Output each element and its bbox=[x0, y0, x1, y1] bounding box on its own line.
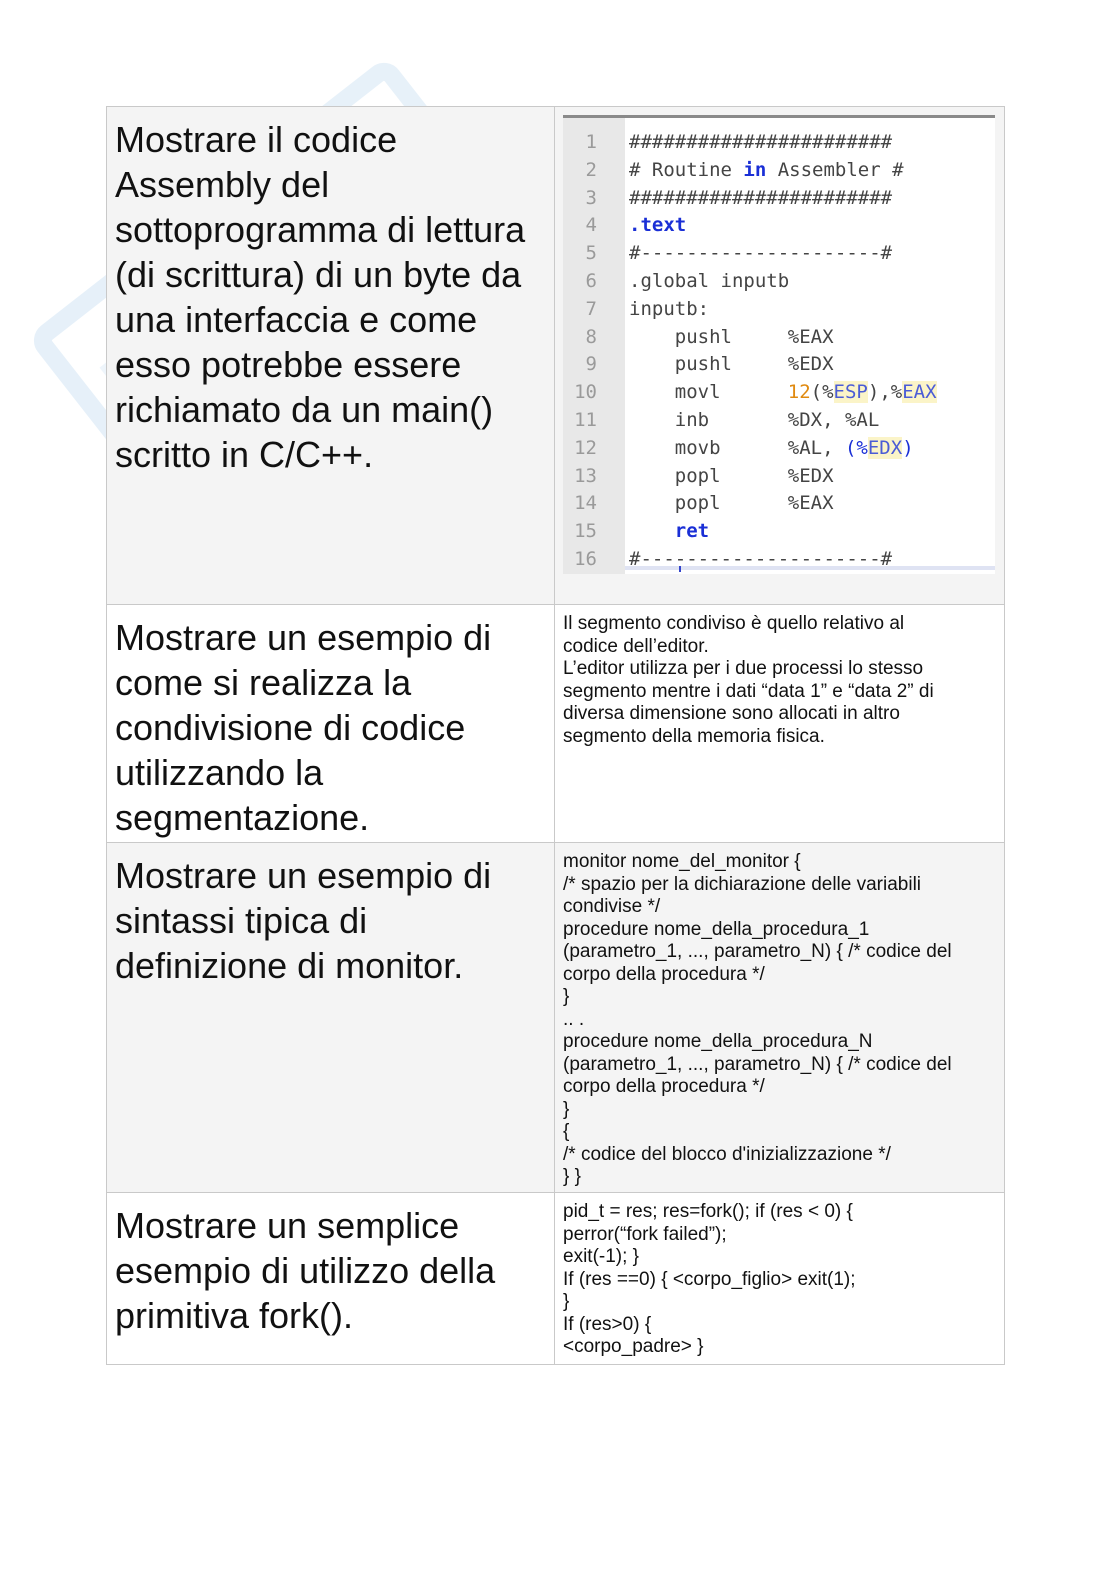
answer-line: } bbox=[563, 1098, 570, 1120]
code-text bbox=[629, 489, 834, 517]
table-row bbox=[107, 605, 1005, 843]
answer-cell bbox=[555, 605, 1005, 843]
answer-line: L’editor utilizza per i due processi lo stesso bbox=[563, 658, 924, 679]
code-text bbox=[629, 295, 709, 323]
line-number: 8 bbox=[585, 325, 597, 348]
answer-line: If (res>0) { bbox=[563, 1313, 652, 1335]
code-token: (% bbox=[810, 381, 834, 404]
instruction-token: movl bbox=[674, 381, 721, 404]
code-token: #---------------------# bbox=[629, 548, 893, 570]
answer-line: /* spazio per la dichiarazione delle variabili bbox=[563, 873, 922, 895]
code-token: ) bbox=[902, 436, 914, 459]
question-cell bbox=[107, 605, 555, 843]
answer-line: perror(“fork failed”); bbox=[563, 1223, 727, 1245]
answer-line: codice dell’editor. bbox=[563, 635, 709, 657]
keyword-token: .text bbox=[629, 214, 687, 237]
line-number: 14 bbox=[574, 492, 597, 515]
code-text bbox=[629, 378, 937, 406]
code-text bbox=[629, 184, 892, 212]
indent bbox=[629, 381, 675, 403]
answer-line: exit(-1); } bbox=[563, 1246, 640, 1267]
code-text bbox=[629, 406, 879, 434]
question-cell bbox=[107, 107, 555, 605]
answer-line: procedure nome_della_procedura_N bbox=[563, 1031, 873, 1052]
answer-line: segmento della memoria fisica. bbox=[563, 725, 825, 747]
instruction-token: pushl bbox=[674, 353, 732, 376]
code-text bbox=[629, 239, 892, 267]
code-token: ####################### bbox=[629, 131, 893, 153]
code-token: Assembler # bbox=[766, 158, 904, 181]
answer-text bbox=[563, 1201, 996, 1359]
answer-line: monitor nome_del_monitor { bbox=[563, 851, 801, 872]
register-token: EDX bbox=[867, 436, 903, 459]
indent bbox=[629, 492, 675, 514]
code-token: %DX, %AL bbox=[787, 409, 880, 431]
number-token: 12 bbox=[787, 381, 811, 404]
line-number: 6 bbox=[585, 270, 597, 292]
code-text bbox=[629, 462, 834, 490]
line-number: 16 bbox=[574, 548, 597, 570]
answer-cell bbox=[555, 843, 1005, 1193]
answer-line: corpo della procedura */ bbox=[563, 963, 765, 985]
answer-line: procedure nome_della_procedura_1 bbox=[563, 918, 870, 940]
code-token: %EAX bbox=[787, 325, 834, 348]
code-token: %EDX bbox=[787, 353, 834, 376]
code-token: #---------------------# bbox=[629, 242, 893, 265]
answer-line: If (res ==0) { <corpo_figlio> exit(1); bbox=[563, 1268, 856, 1290]
indent bbox=[629, 353, 675, 375]
code-token: %EAX bbox=[787, 492, 834, 515]
question-text: Mostrare il codice Assembly del sottoprogramma di lettura (di scrittura) di un byte da una interfaccia e come esso potrebbe essere richiamato da un main() scritto in C/C++. bbox=[115, 119, 526, 475]
code-token: ),% bbox=[867, 381, 903, 404]
answer-line: /* codice del blocco d'inizializzazione */ bbox=[563, 1143, 891, 1165]
question-text: Mostrare un esempio di come si realizza la condivisione di codice utilizzando la segmentazione. bbox=[115, 617, 492, 838]
answer-line: (parametro_1, ..., parametro_N) { /* codice del bbox=[563, 941, 952, 962]
answer-line: corpo della procedura */ bbox=[563, 1076, 765, 1097]
table-row bbox=[107, 107, 1005, 605]
code-token: # Routine bbox=[629, 158, 744, 181]
code-text bbox=[629, 517, 709, 545]
question-cell bbox=[107, 843, 555, 1193]
indent bbox=[629, 465, 675, 487]
code-token: ####################### bbox=[629, 186, 893, 209]
instruction-token: popl bbox=[674, 492, 721, 515]
code-text bbox=[629, 211, 686, 239]
register-token: ESP bbox=[833, 381, 868, 404]
code-text bbox=[629, 545, 892, 573]
answer-line: <corpo_padre> } bbox=[563, 1336, 704, 1357]
line-number: 10 bbox=[574, 381, 597, 404]
line-number: 2 bbox=[585, 158, 597, 181]
answer-line: pid_t = res; res=fork(); if (res < 0) { bbox=[563, 1201, 853, 1222]
table-row bbox=[107, 1193, 1005, 1365]
code-text bbox=[629, 323, 834, 351]
answer-cell bbox=[555, 1193, 1005, 1365]
indent bbox=[629, 437, 675, 459]
table-row bbox=[107, 843, 1005, 1193]
line-number: 13 bbox=[574, 464, 597, 487]
code-editor bbox=[563, 115, 995, 574]
instruction-token: popl bbox=[674, 464, 721, 487]
answer-line: } } bbox=[563, 1166, 581, 1187]
answer-line: diversa dimensione sono allocati in altro bbox=[563, 703, 900, 724]
answer-line: } bbox=[563, 986, 570, 1007]
line-number: 12 bbox=[574, 436, 597, 459]
answer-line: Il segmento condiviso è quello relativo al bbox=[563, 613, 905, 634]
code-token: .global inputb bbox=[629, 270, 790, 292]
code-token: %AL, bbox=[787, 436, 845, 459]
code-token: %EDX bbox=[787, 464, 834, 487]
answer-line: (parametro_1, ..., parametro_N) { /* codice del bbox=[563, 1053, 952, 1075]
indent bbox=[629, 409, 675, 431]
instruction-token: inb bbox=[674, 409, 710, 431]
code-text bbox=[629, 434, 914, 462]
code-text bbox=[629, 267, 789, 295]
question-text: Mostrare un esempio di sintassi tipica di definizione di monitor. bbox=[115, 855, 492, 986]
answer-text bbox=[563, 613, 996, 748]
line-number: 7 bbox=[585, 297, 597, 320]
line-number: 4 bbox=[585, 214, 597, 237]
line-number: 15 bbox=[574, 520, 597, 543]
answer-text bbox=[563, 851, 996, 1189]
line-number: 9 bbox=[585, 353, 597, 376]
register-token: EAX bbox=[902, 381, 937, 404]
keyword-token: ret bbox=[674, 520, 710, 543]
question-cell bbox=[107, 1193, 555, 1365]
line-number: 5 bbox=[585, 242, 597, 265]
code-token: (% bbox=[844, 436, 868, 459]
answer-cell bbox=[555, 107, 1005, 605]
answer-line: } bbox=[563, 1291, 570, 1312]
instruction-token: movb bbox=[674, 436, 721, 459]
line-number: 3 bbox=[585, 186, 597, 209]
indent bbox=[629, 520, 675, 542]
indent bbox=[629, 326, 675, 348]
answer-line: .. . bbox=[563, 1008, 585, 1030]
answer-line: { bbox=[563, 1121, 570, 1142]
code-text bbox=[629, 128, 892, 156]
instruction-token: pushl bbox=[674, 325, 732, 348]
code-text bbox=[629, 156, 904, 184]
code-text bbox=[629, 350, 834, 378]
answer-line: segmento mentre i dati “data 1” e “data 2” di bbox=[563, 680, 934, 702]
question-text: Mostrare un semplice esempio di utilizzo della primitiva fork(). bbox=[115, 1205, 496, 1336]
line-number: 1 bbox=[585, 131, 597, 153]
keyword-token: in bbox=[743, 158, 767, 181]
answer-line: condivise */ bbox=[563, 896, 661, 917]
qa-table bbox=[106, 106, 1005, 1365]
code-token: inputb: bbox=[629, 297, 710, 320]
line-number: 11 bbox=[574, 409, 597, 431]
